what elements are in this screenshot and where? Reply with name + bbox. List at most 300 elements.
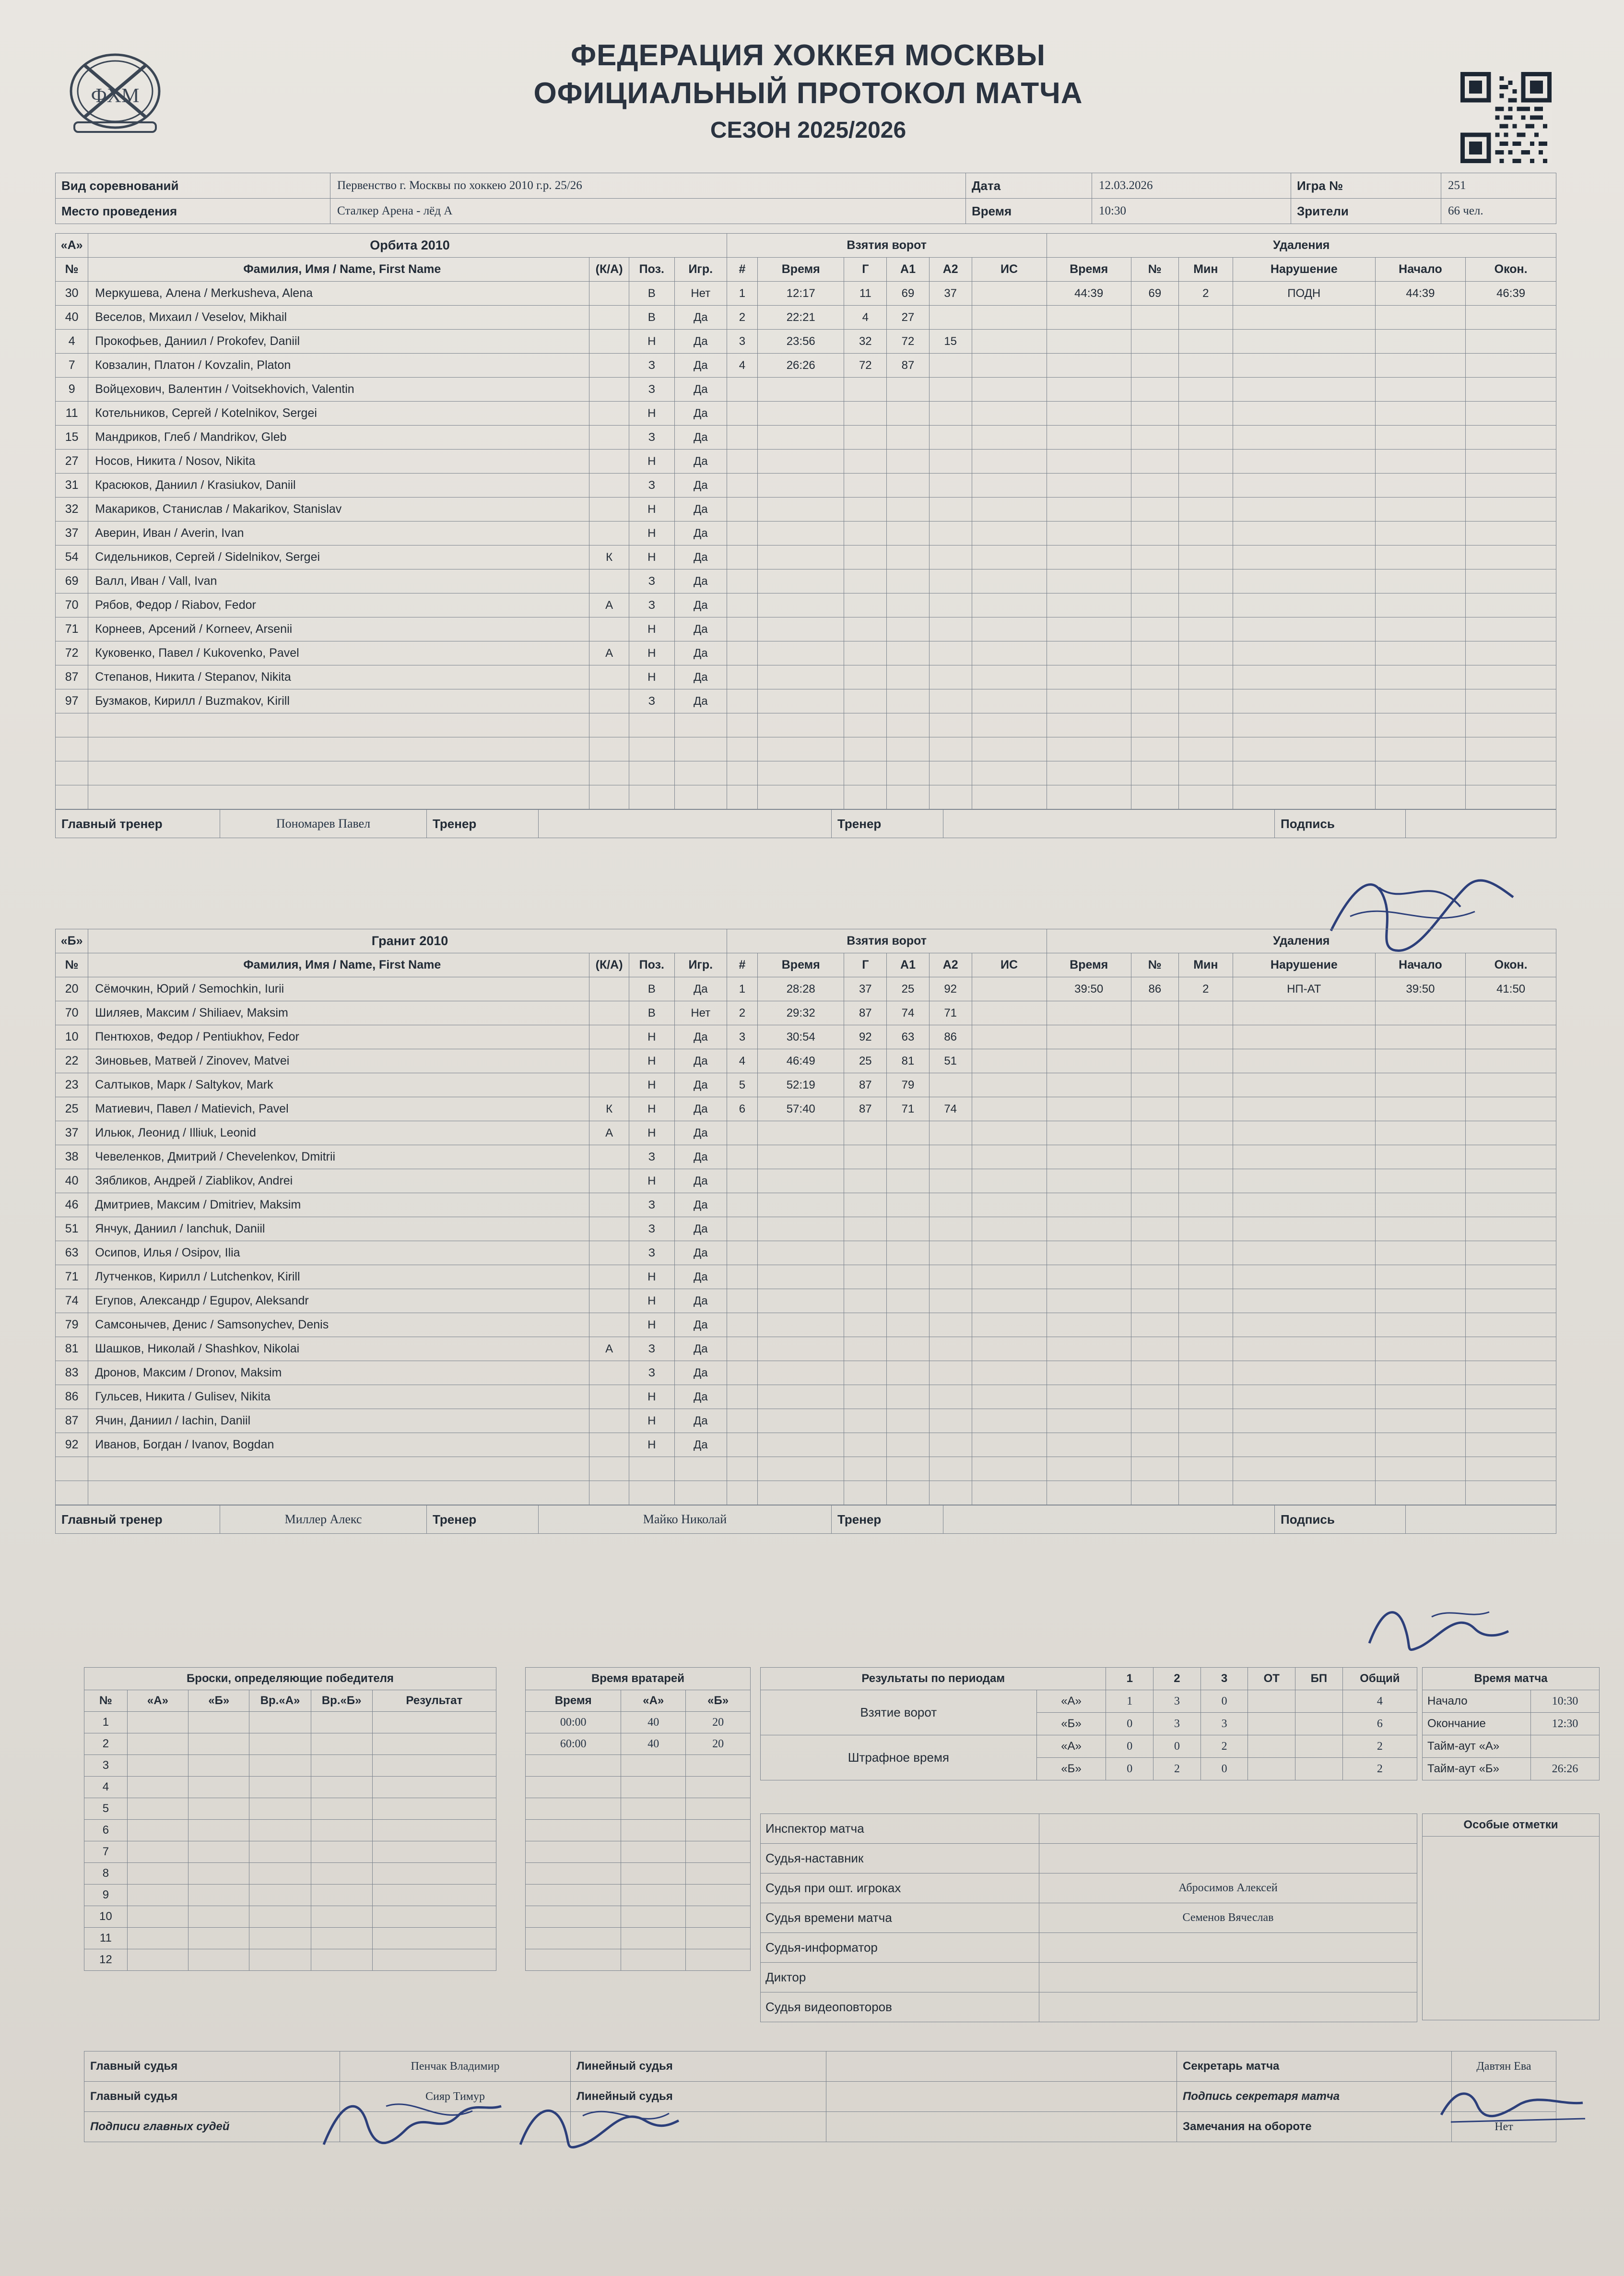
table-row[interactable] — [1423, 1713, 1600, 1735]
goalie-time-value[interactable] — [526, 1841, 621, 1863]
goalie-b[interactable] — [686, 1863, 751, 1885]
penalty-start — [1375, 1337, 1466, 1361]
penalty-end — [1466, 1241, 1556, 1265]
goalie-time-value[interactable] — [526, 1928, 621, 1949]
player-number: 70 — [56, 593, 88, 617]
special-notes-area[interactable] — [1423, 1837, 1600, 2020]
table-row[interactable] — [84, 1777, 496, 1798]
shootout-a[interactable] — [127, 1928, 188, 1949]
shootout-result[interactable] — [372, 1755, 496, 1777]
table-row[interactable] — [56, 1241, 1556, 1265]
goalie-b[interactable] — [686, 1906, 751, 1928]
penalty-start — [1375, 306, 1466, 330]
player-playing — [674, 761, 727, 785]
table-row[interactable] — [56, 1217, 1556, 1241]
table-row[interactable] — [761, 1992, 1417, 2022]
table-row[interactable] — [84, 1798, 496, 1820]
player-playing: Да — [674, 1361, 727, 1385]
penalty-minutes — [1178, 1097, 1233, 1121]
table-row[interactable] — [761, 1735, 1417, 1758]
shootout-goalie-a[interactable] — [249, 1777, 311, 1798]
penalty-start — [1375, 426, 1466, 450]
player-position: Н — [629, 617, 674, 641]
penalty-end — [1466, 641, 1556, 665]
shootout-b[interactable] — [188, 1928, 249, 1949]
qr-code-icon — [1460, 72, 1552, 163]
table-row[interactable] — [526, 1906, 751, 1928]
table-row[interactable] — [56, 737, 1556, 761]
shootout-a[interactable] — [127, 1798, 188, 1820]
goal-number — [727, 450, 757, 474]
goalie-time-value[interactable] — [526, 1755, 621, 1777]
player-playing: Да — [674, 306, 727, 330]
goalie-a[interactable] — [621, 1798, 686, 1820]
penalty-start — [1375, 378, 1466, 402]
penalty-violation — [1233, 1049, 1375, 1073]
table-row[interactable] — [56, 1409, 1556, 1433]
period-goals-p2: 3 — [1153, 1690, 1201, 1713]
goalie-time-value[interactable] — [526, 1777, 621, 1798]
periods-col-4: БП — [1295, 1668, 1343, 1690]
table-row[interactable] — [84, 1863, 496, 1885]
col-pen-start: Начало — [1375, 953, 1466, 977]
goal-number — [727, 737, 757, 761]
shootout-b[interactable] — [188, 1885, 249, 1906]
goal-assist-1 — [887, 1265, 930, 1289]
table-row[interactable] — [84, 1885, 496, 1906]
table-row[interactable] — [526, 1798, 751, 1820]
table-row[interactable] — [526, 1841, 751, 1863]
table-row[interactable] — [84, 1841, 496, 1863]
team-a-coach-label-2: Тренер — [832, 810, 943, 838]
shootout-result[interactable] — [372, 1906, 496, 1928]
goalie-b[interactable] — [686, 1798, 751, 1820]
penalty-player-number — [1131, 713, 1178, 737]
table-row[interactable] — [56, 1385, 1556, 1409]
shootout-a[interactable] — [127, 1712, 188, 1733]
goalie-a[interactable] — [621, 1906, 686, 1928]
table-row[interactable] — [526, 1733, 751, 1755]
penalty-player-number — [1131, 665, 1178, 689]
official-role: Судья при ошт. игроках — [761, 1873, 1039, 1903]
penalty-end — [1466, 1313, 1556, 1337]
shootout-result[interactable] — [372, 1798, 496, 1820]
team-b-signature — [1360, 1590, 1513, 1662]
shootout-a[interactable] — [127, 1906, 188, 1928]
penalty-violation — [1233, 1385, 1375, 1409]
shootout-goalie-a[interactable] — [249, 1928, 311, 1949]
penalty-player-number — [1131, 689, 1178, 713]
shootout-b[interactable] — [188, 1863, 249, 1885]
shootout-goalie-a[interactable] — [249, 1841, 311, 1863]
penalty-end — [1466, 1121, 1556, 1145]
table-row[interactable] — [84, 1949, 496, 1971]
goal-situation — [972, 1145, 1047, 1169]
table-row[interactable] — [56, 282, 1556, 306]
table-row[interactable] — [56, 1145, 1556, 1169]
goalie-a[interactable] — [621, 1777, 686, 1798]
player-number: 87 — [56, 665, 88, 689]
player-playing: Да — [674, 1265, 727, 1289]
penalty-time — [1047, 450, 1131, 474]
penalty-player-number — [1131, 1337, 1178, 1361]
penalty-violation — [1233, 593, 1375, 617]
match-time-label: Тайм-аут «Б» — [1423, 1758, 1531, 1780]
table-row[interactable] — [761, 1903, 1417, 1933]
shootout-b[interactable] — [188, 1755, 249, 1777]
shootout-goalie-b[interactable] — [311, 1906, 372, 1928]
table-row[interactable] — [761, 1873, 1417, 1903]
table-row[interactable] — [56, 785, 1556, 809]
goal-situation — [972, 1121, 1047, 1145]
shootout-result[interactable] — [372, 1928, 496, 1949]
shootout-goalie-a[interactable] — [249, 1949, 311, 1971]
player-playing: Да — [674, 689, 727, 713]
goalie-time-value[interactable] — [526, 1863, 621, 1885]
table-row[interactable] — [56, 713, 1556, 737]
shootout-a[interactable] — [127, 1885, 188, 1906]
goalie-time-value: 00:00 — [526, 1712, 621, 1733]
shootout-goalie-b[interactable] — [311, 1885, 372, 1906]
goalie-time-value[interactable] — [526, 1885, 621, 1906]
goalie-a[interactable] — [621, 1755, 686, 1777]
table-row[interactable] — [56, 569, 1556, 593]
shootout-goalie-b[interactable] — [311, 1841, 372, 1863]
goalie-time-value[interactable] — [526, 1949, 621, 1971]
goal-scorer — [844, 569, 887, 593]
match-time-label: Окончание — [1423, 1713, 1531, 1735]
goal-assist-2 — [929, 1385, 972, 1409]
table-row[interactable] — [84, 1820, 496, 1841]
goalie-b[interactable] — [686, 1820, 751, 1841]
shootout-b[interactable] — [188, 1712, 249, 1733]
player-ka — [589, 1409, 629, 1433]
goal-time: 12:17 — [758, 282, 844, 306]
goalie-b[interactable] — [686, 1949, 751, 1971]
table-row[interactable] — [56, 378, 1556, 402]
goalie-b[interactable] — [686, 1777, 751, 1798]
goal-time — [758, 1121, 844, 1145]
shootout-result[interactable] — [372, 1885, 496, 1906]
table-row[interactable] — [56, 1313, 1556, 1337]
shootout-col-2: «Б» — [188, 1690, 249, 1712]
player-name: Корнеев, Арсений / Korneev, Arsenii — [88, 617, 589, 641]
goal-scorer — [844, 617, 887, 641]
table-row[interactable] — [56, 689, 1556, 713]
periods-block — [760, 1667, 1417, 1780]
goalie-a[interactable] — [621, 1885, 686, 1906]
goal-time — [758, 450, 844, 474]
table-row[interactable] — [56, 450, 1556, 474]
table-row[interactable] — [526, 1949, 751, 1971]
goalie-b[interactable] — [686, 1928, 751, 1949]
shootout-goalie-a[interactable] — [249, 1712, 311, 1733]
penalty-start — [1375, 593, 1466, 617]
table-row[interactable] — [56, 1097, 1556, 1121]
goal-time: 29:32 — [758, 1001, 844, 1025]
table-row[interactable] — [56, 1193, 1556, 1217]
shootout-goalie-b[interactable] — [311, 1928, 372, 1949]
table-row[interactable] — [56, 354, 1556, 378]
goal-assist-1 — [887, 1409, 930, 1433]
player-name: Войцехович, Валентин / Voitsekhovich, Valentin — [88, 378, 589, 402]
periods-col-5: Общий — [1342, 1668, 1417, 1690]
penalty-start — [1375, 785, 1466, 809]
table-row[interactable] — [56, 1169, 1556, 1193]
penalty-start — [1375, 1025, 1466, 1049]
table-row[interactable] — [84, 1928, 496, 1949]
table-row[interactable] — [56, 1337, 1556, 1361]
table-row[interactable] — [56, 1025, 1556, 1049]
goal-assist-1 — [887, 617, 930, 641]
table-row[interactable] — [56, 402, 1556, 426]
table-row[interactable] — [56, 1433, 1556, 1457]
table-row[interactable] — [84, 1755, 496, 1777]
table-row[interactable] — [56, 522, 1556, 545]
table-row[interactable] — [56, 977, 1556, 1001]
table-row[interactable] — [56, 1265, 1556, 1289]
goal-situation — [972, 1169, 1047, 1193]
goalie-b[interactable] — [686, 1841, 751, 1863]
shootout-goalie-b[interactable] — [311, 1733, 372, 1755]
shootout-a[interactable] — [127, 1820, 188, 1841]
shootout-a[interactable] — [127, 1777, 188, 1798]
shootout-goalie-b[interactable] — [311, 1820, 372, 1841]
table-row[interactable] — [761, 1933, 1417, 1963]
shootout-b[interactable] — [188, 1820, 249, 1841]
goal-situation — [972, 498, 1047, 522]
table-row[interactable] — [56, 1457, 1556, 1481]
table-row[interactable] — [526, 1777, 751, 1798]
shootout-result[interactable] — [372, 1712, 496, 1733]
table-row[interactable] — [1423, 1690, 1600, 1713]
penalty-end — [1466, 1337, 1556, 1361]
table-row[interactable] — [56, 1073, 1556, 1097]
goalie-time-value[interactable] — [526, 1820, 621, 1841]
player-name: Самсонычев, Денис / Samsonychev, Denis — [88, 1313, 589, 1337]
player-position: Н — [629, 545, 674, 569]
table-row[interactable] — [761, 1844, 1417, 1873]
goal-time — [758, 1457, 844, 1481]
shootout-goalie-a[interactable] — [249, 1733, 311, 1755]
shootout-b[interactable] — [188, 1949, 249, 1971]
team-b-head-coach-label: Главный тренер — [56, 1505, 220, 1534]
shootout-goalie-a[interactable] — [249, 1885, 311, 1906]
penalty-violation — [1233, 665, 1375, 689]
table-row[interactable] — [56, 426, 1556, 450]
goal-situation — [972, 1337, 1047, 1361]
goal-scorer — [844, 498, 887, 522]
player-playing: Да — [674, 1097, 727, 1121]
goal-assist-1: 69 — [887, 282, 930, 306]
goalie-a[interactable] — [621, 1841, 686, 1863]
player-playing: Да — [674, 665, 727, 689]
table-row[interactable] — [56, 1049, 1556, 1073]
shootout-result[interactable] — [372, 1733, 496, 1755]
shootout-a[interactable] — [127, 1863, 188, 1885]
penalty-minutes — [1178, 354, 1233, 378]
shootout-a[interactable] — [127, 1841, 188, 1863]
shootout-goalie-b[interactable] — [311, 1755, 372, 1777]
shootout-goalie-b[interactable] — [311, 1777, 372, 1798]
table-row[interactable] — [56, 641, 1556, 665]
goalie-b: 20 — [686, 1712, 751, 1733]
penalty-start — [1375, 761, 1466, 785]
player-ka — [589, 785, 629, 809]
goal-situation — [972, 402, 1047, 426]
goalie-a[interactable] — [621, 1820, 686, 1841]
line-referee-2 — [826, 2082, 1177, 2112]
shootout-goalie-b[interactable] — [311, 1712, 372, 1733]
shootout-a[interactable] — [127, 1733, 188, 1755]
goal-situation — [972, 1025, 1047, 1049]
goalie-b[interactable] — [686, 1885, 751, 1906]
shootout-b[interactable] — [188, 1798, 249, 1820]
penalty-minutes — [1178, 426, 1233, 450]
goal-number — [727, 378, 757, 402]
period-goals-so — [1295, 1713, 1343, 1735]
table-row[interactable] — [526, 1820, 751, 1841]
goal-scorer — [844, 1313, 887, 1337]
shootout-goalie-b[interactable] — [311, 1949, 372, 1971]
penalty-end — [1466, 1457, 1556, 1481]
goal-time — [758, 1385, 844, 1409]
goal-time: 23:56 — [758, 330, 844, 354]
table-row[interactable] — [84, 1733, 496, 1755]
goal-time — [758, 617, 844, 641]
goal-time — [758, 522, 844, 545]
goalie-a[interactable] — [621, 1863, 686, 1885]
team-b-goals-group-header: Взятия ворот — [727, 929, 1047, 953]
table-row[interactable] — [56, 1001, 1556, 1025]
penalty-time — [1047, 354, 1131, 378]
team-a-head-coach: Пономарев Павел — [220, 810, 427, 838]
table-row[interactable] — [56, 761, 1556, 785]
penalty-end — [1466, 1361, 1556, 1385]
secretary-signature-cell — [1452, 2082, 1556, 2112]
penalty-end — [1466, 1409, 1556, 1433]
goal-number — [727, 522, 757, 545]
table-row[interactable] — [56, 1481, 1556, 1505]
penalty-start — [1375, 1361, 1466, 1385]
shootout-result[interactable] — [372, 1777, 496, 1798]
table-row[interactable] — [56, 330, 1556, 354]
table-row[interactable] — [84, 1712, 496, 1733]
shootout-goalie-a[interactable] — [249, 1906, 311, 1928]
player-number: 37 — [56, 522, 88, 545]
goalie-a[interactable] — [621, 1949, 686, 1971]
goal-assist-1 — [887, 593, 930, 617]
shootout-a[interactable] — [127, 1755, 188, 1777]
table-row[interactable] — [56, 593, 1556, 617]
goal-assist-1 — [887, 1193, 930, 1217]
shootout-a[interactable] — [127, 1949, 188, 1971]
penalty-start: 44:39 — [1375, 282, 1466, 306]
table-row[interactable] — [56, 1361, 1556, 1385]
table-row[interactable] — [526, 1863, 751, 1885]
table-row[interactable] — [84, 1906, 496, 1928]
goalie-b[interactable] — [686, 1755, 751, 1777]
table-row[interactable] — [526, 1928, 751, 1949]
shootout-result[interactable] — [372, 1841, 496, 1863]
shootout-goalie-a[interactable] — [249, 1863, 311, 1885]
shootout-goalie-b[interactable] — [311, 1863, 372, 1885]
penalty-violation — [1233, 569, 1375, 593]
table-row[interactable] — [761, 1963, 1417, 1992]
penalty-start — [1375, 450, 1466, 474]
shootout-goalie-b[interactable] — [311, 1798, 372, 1820]
table-row[interactable] — [526, 1885, 751, 1906]
shootout-goalie-a[interactable] — [249, 1798, 311, 1820]
special-notes-block — [1422, 1814, 1600, 2020]
goal-assist-2 — [929, 426, 972, 450]
shootout-goalie-a[interactable] — [249, 1820, 311, 1841]
shootout-b[interactable] — [188, 1841, 249, 1863]
goal-time — [758, 761, 844, 785]
shootout-result[interactable] — [372, 1863, 496, 1885]
shootout-goalie-a[interactable] — [249, 1755, 311, 1777]
penalty-player-number — [1131, 617, 1178, 641]
shootout-result[interactable] — [372, 1949, 496, 1971]
table-row[interactable] — [56, 665, 1556, 689]
goal-scorer: 72 — [844, 354, 887, 378]
goal-assist-1 — [887, 1217, 930, 1241]
player-position: З — [629, 1337, 674, 1361]
col-pen-min: Мин — [1178, 953, 1233, 977]
goal-time — [758, 785, 844, 809]
shootout-row-number: 1 — [84, 1712, 128, 1733]
goal-assist-1 — [887, 474, 930, 498]
table-row[interactable] — [56, 306, 1556, 330]
col-goal-is: ИС — [972, 258, 1047, 282]
goalie-time-value[interactable] — [526, 1798, 621, 1820]
table-row[interactable] — [56, 545, 1556, 569]
table-row[interactable] — [56, 474, 1556, 498]
table-row[interactable] — [56, 1121, 1556, 1145]
penalty-player-number — [1131, 1145, 1178, 1169]
player-name: Матиевич, Павел / Matievich, Pavel — [88, 1097, 589, 1121]
goalie-a[interactable] — [621, 1928, 686, 1949]
table-row[interactable] — [56, 617, 1556, 641]
penalty-minutes — [1178, 641, 1233, 665]
goal-scorer: 87 — [844, 1097, 887, 1121]
penalty-end — [1466, 306, 1556, 330]
player-number: 74 — [56, 1289, 88, 1313]
shootout-result[interactable] — [372, 1820, 496, 1841]
player-position: Н — [629, 1169, 674, 1193]
table-row[interactable] — [761, 1814, 1417, 1844]
table-row[interactable] — [526, 1755, 751, 1777]
shootout-b[interactable] — [188, 1777, 249, 1798]
table-row[interactable] — [761, 1690, 1417, 1713]
penalty-minutes — [1178, 450, 1233, 474]
penalty-player-number — [1131, 1217, 1178, 1241]
table-row[interactable] — [1423, 1735, 1600, 1758]
shootout-b[interactable] — [188, 1733, 249, 1755]
goalie-time-value[interactable] — [526, 1906, 621, 1928]
penalty-start — [1375, 330, 1466, 354]
player-playing: Да — [674, 1241, 727, 1265]
col-goal-a1: А1 — [887, 953, 930, 977]
penalty-minutes: 2 — [1178, 282, 1233, 306]
shootout-col-5: Результат — [372, 1690, 496, 1712]
player-ka — [589, 1145, 629, 1169]
table-row[interactable] — [1423, 1758, 1600, 1780]
table-row[interactable] — [526, 1712, 751, 1733]
table-row[interactable] — [56, 1289, 1556, 1313]
shootout-b[interactable] — [188, 1906, 249, 1928]
table-row[interactable] — [56, 498, 1556, 522]
